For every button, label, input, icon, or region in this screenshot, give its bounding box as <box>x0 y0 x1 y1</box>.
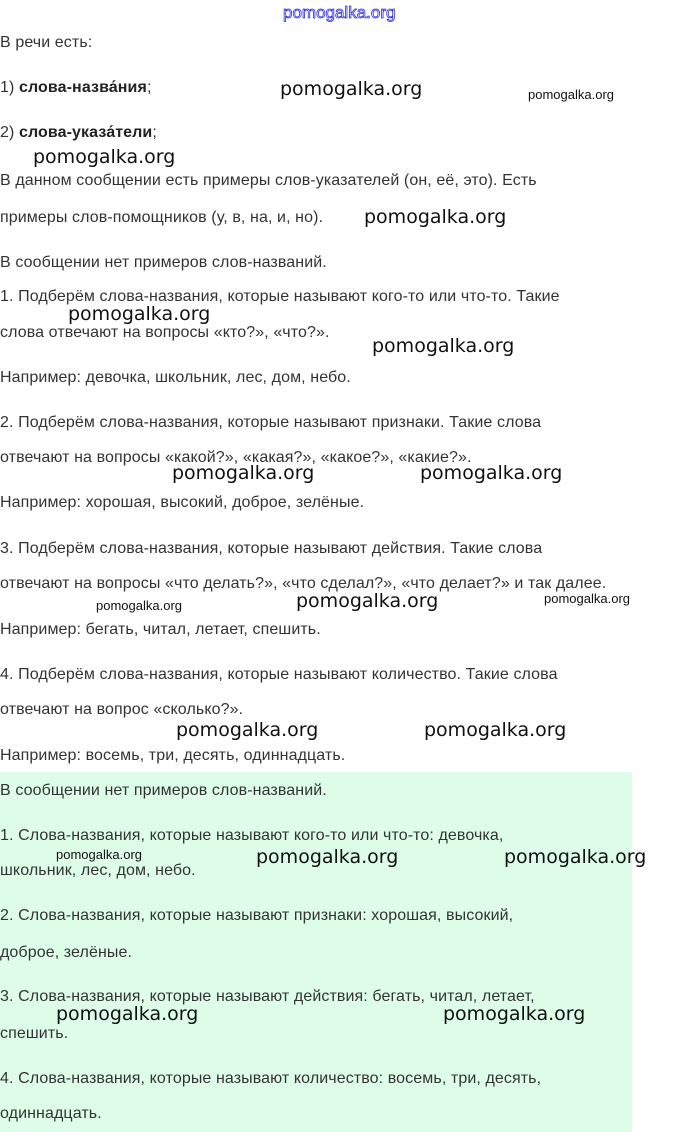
watermark: pomogalka.org <box>544 591 630 606</box>
text-line <box>0 78 151 98</box>
text-line: 3. Подберём слова-названия, которые называют действия. Такие слова <box>0 540 543 557</box>
watermark: pomogalka.org <box>56 847 142 862</box>
watermark: pomogalka.org <box>528 87 614 102</box>
watermark: pomogalka.org <box>504 846 647 868</box>
text-line: Например: восемь, три, десять, одиннадцать. <box>0 747 346 764</box>
text-line <box>0 123 157 143</box>
answer-line: 2. Слова-названия, которые называют признаки: хорошая, высокий, <box>0 907 514 924</box>
watermark: pomogalka.org <box>33 146 176 168</box>
text-line: 2. Подберём слова-названия, которые называют признаки. Такие слова <box>0 414 542 431</box>
watermark: pomogalka.org <box>372 335 515 357</box>
text-line: слова отвечают на вопросы «кто?», «что?». <box>0 324 330 341</box>
answer-line: школьник, лес, дом, небо. <box>0 862 196 879</box>
watermark: pomogalka.org <box>296 590 439 612</box>
text-line: 1. Подберём слова-названия, которые называют кого-то или что-то. Такие <box>0 288 560 305</box>
term: слова-назва́ния <box>18 79 147 96</box>
watermark: pomogalka.org <box>364 206 507 228</box>
text-line: Например: бегать, читал, летает, спешить. <box>0 621 321 638</box>
text-line: отвечают на вопросы «что делать?», «что сделал?», «что делает?» и так далее. <box>0 575 607 592</box>
answer-line: спешить. <box>0 1025 69 1042</box>
text-line: В сообщении нет примеров слов-названий. <box>0 254 327 271</box>
answer-line: 3. Слова-названия, которые называют действия: бегать, читал, летает, <box>0 988 535 1005</box>
text-line: отвечают на вопрос «сколько?». <box>0 701 244 718</box>
text-line: В речи есть: <box>0 34 93 51</box>
text-part: ; <box>146 79 152 96</box>
watermark: pomogalka.org <box>420 462 563 484</box>
text-line: Например: хорошая, высокий, доброе, зелёные. <box>0 494 365 511</box>
watermark: pomogalka.org <box>68 303 211 325</box>
watermark: pomogalka.org <box>280 78 423 100</box>
term: слова-указа́тели <box>18 124 153 141</box>
text-part: ; <box>152 124 157 141</box>
text-line: Например: девочка, школьник, лес, дом, небо. <box>0 369 351 386</box>
watermark: pomogalka.org <box>56 1003 199 1025</box>
answer-line: одиннадцать. <box>0 1105 102 1122</box>
answer-line: доброе, зелёные. <box>0 944 133 961</box>
text-line: 4. Подберём слова-названия, которые называют количество. Такие слова <box>0 666 558 683</box>
answer-line: 1. Слова-названия, которые называют кого-то или что-то: девочка, <box>0 827 504 844</box>
text-part: 2) <box>0 124 19 141</box>
top-watermark: pomogalka.org <box>283 3 396 22</box>
watermark: pomogalka.org <box>172 462 315 484</box>
answer-line: В сообщении нет примеров слов-названий. <box>0 782 327 799</box>
watermark: pomogalka.org <box>256 846 399 868</box>
text-line: В данном сообщении есть примеры слов-указателей (он, её, это). Есть <box>0 172 537 189</box>
text-line: отвечают на вопросы «какой?», «какая?», «какое?», «какие?». <box>0 449 472 466</box>
answer-line: 4. Слова-названия, которые называют количество: восемь, три, десять, <box>0 1070 542 1087</box>
watermark: pomogalka.org <box>424 719 567 741</box>
watermark: pomogalka.org <box>96 598 182 613</box>
watermark: pomogalka.org <box>443 1003 586 1025</box>
text-line: примеры слов-помощников (у, в, на, и, но). <box>0 209 324 226</box>
watermark: pomogalka.org <box>176 719 319 741</box>
text-part: 1) <box>0 79 19 96</box>
